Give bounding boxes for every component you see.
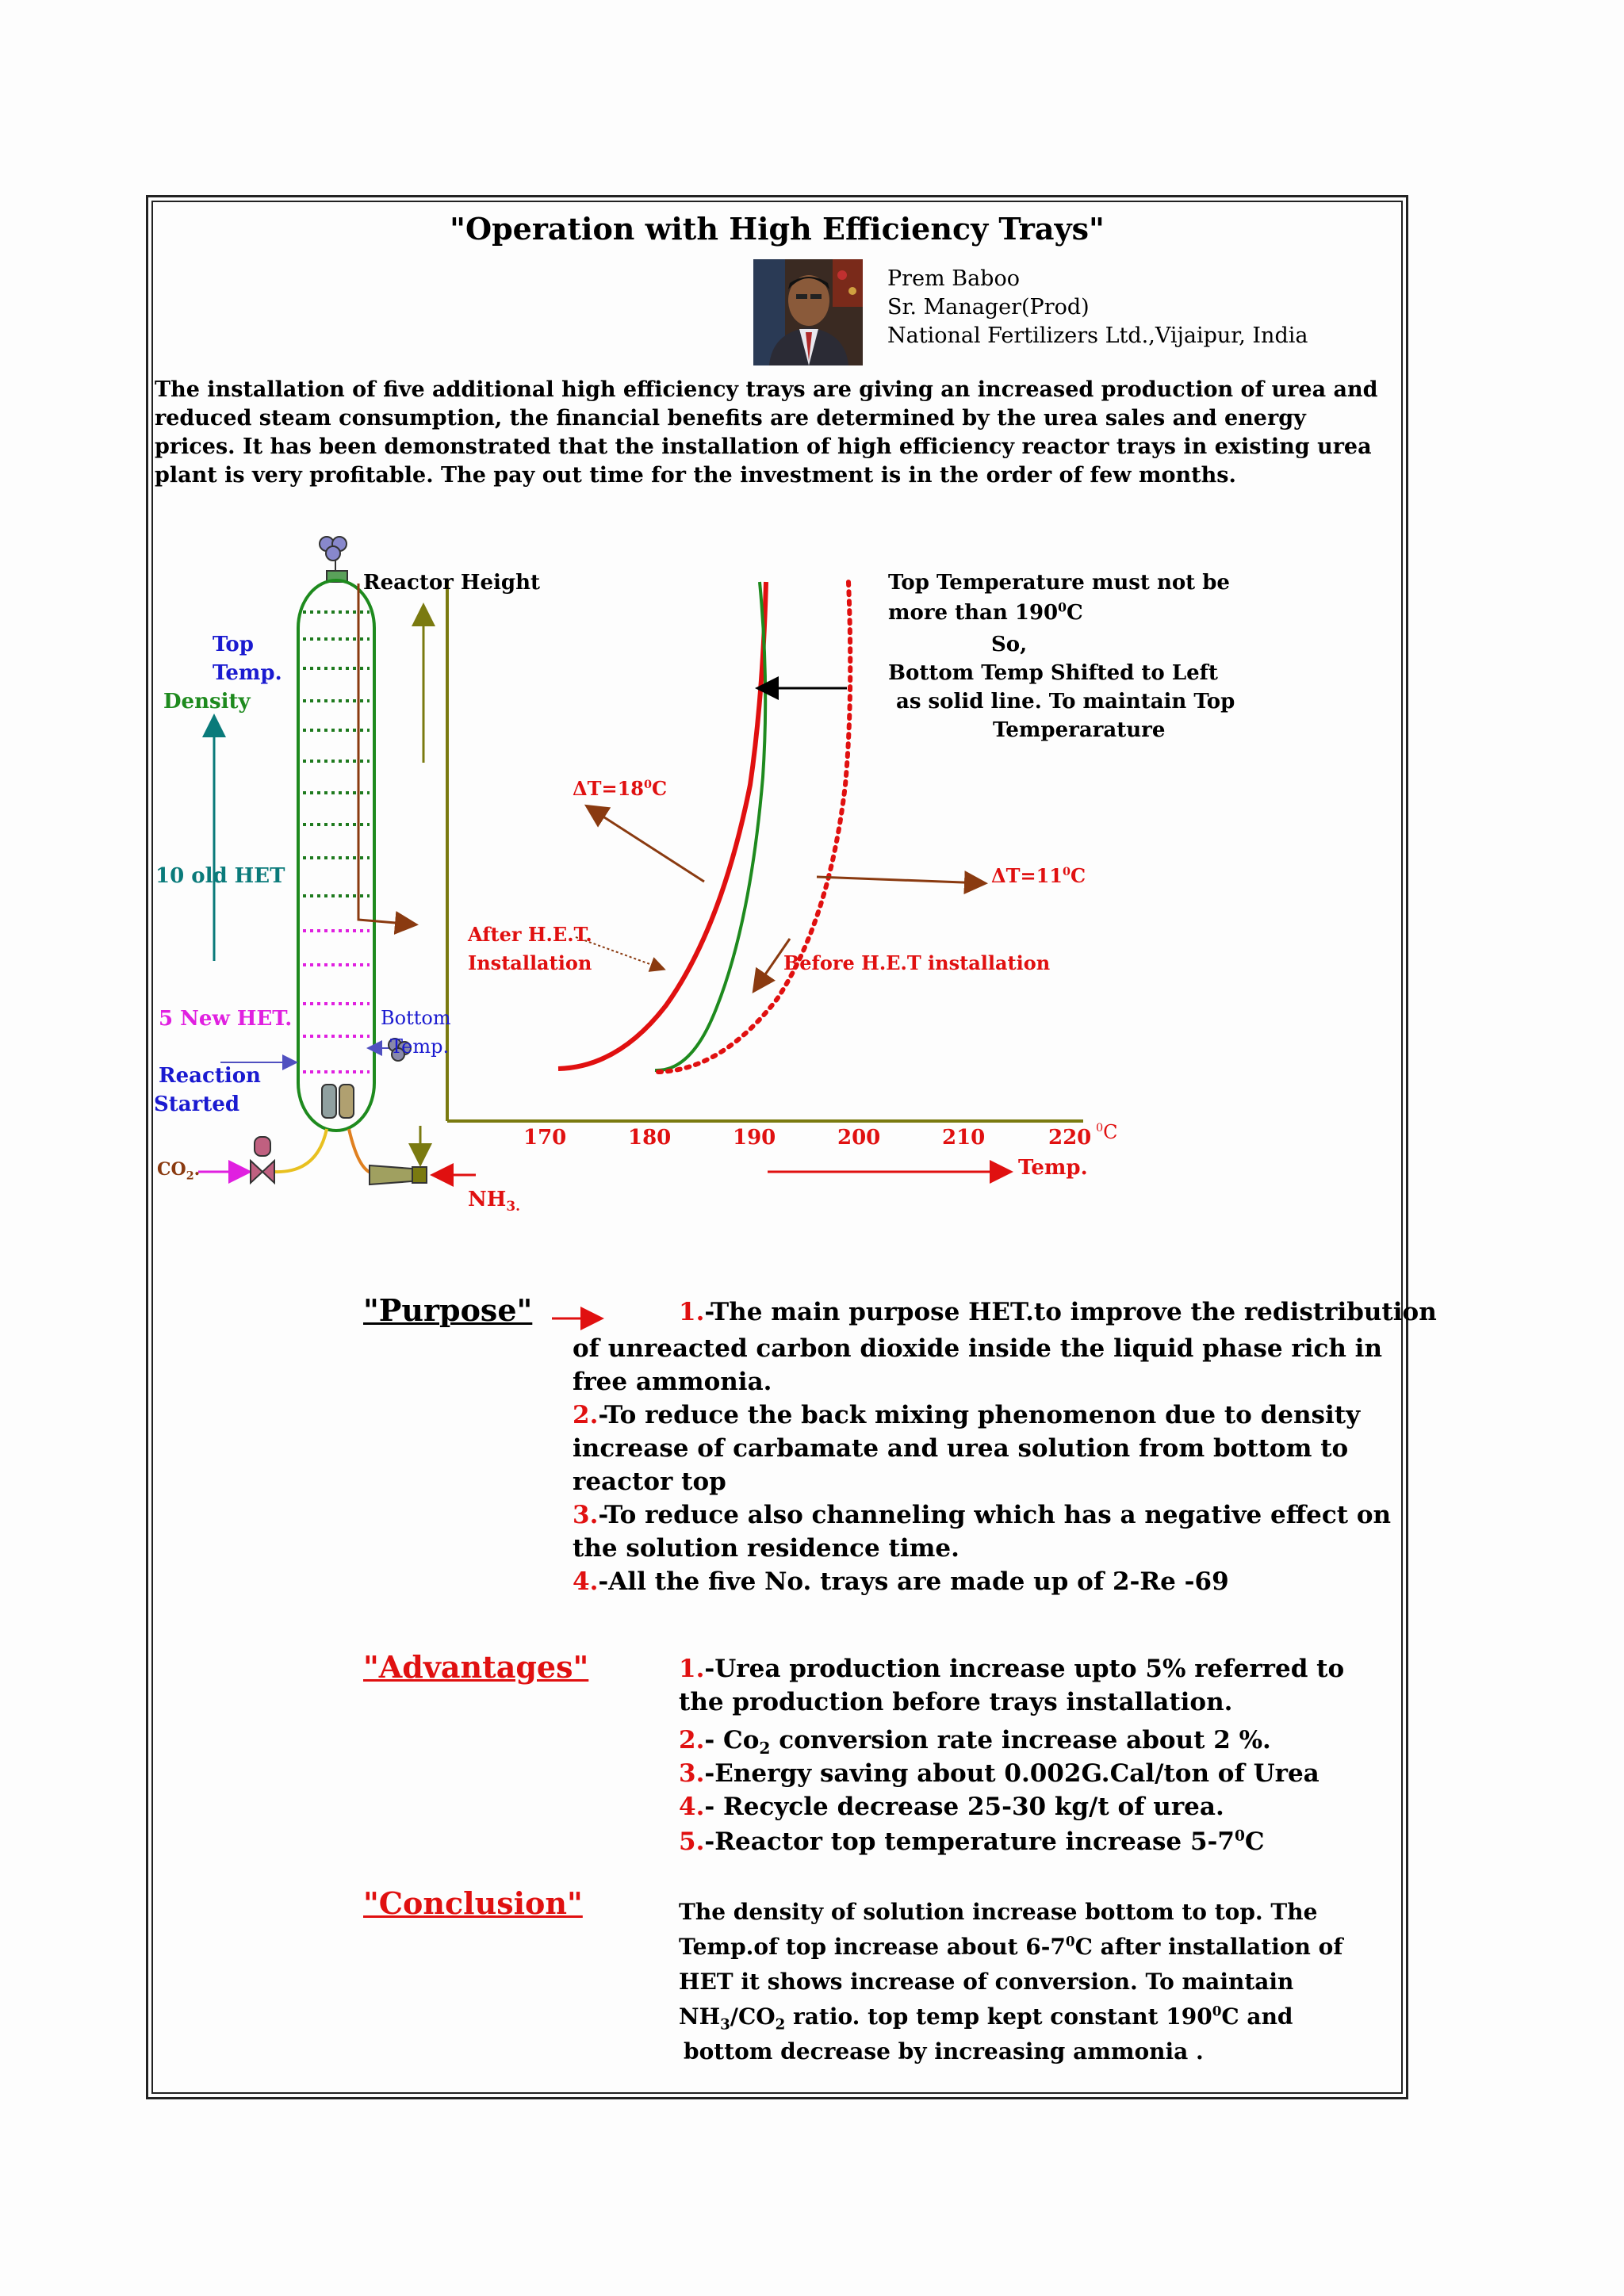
author-position: Sr. Manager(Prod) [887,295,1090,320]
x-tick-220: 220 [1048,1126,1092,1150]
conclusion-line-2: Temp.of top increase about $6-7^0C$ after installation of [679,1933,1343,1960]
temperature-curves [558,582,850,1072]
bottom-temp-label-2: Temp. [390,1035,450,1058]
advantage-item-1: 1.-Urea production increase upto 5% referred to the production before trays installation. [679,1655,1345,1716]
note-line-6: Temperarature [993,718,1166,742]
top-valve-icon [320,537,347,582]
co2-valve-icon [251,1137,274,1183]
x-tick-180: 180 [628,1126,672,1150]
nh3-pump-icon [370,1165,427,1184]
reaction-started-label-2: Started [154,1093,240,1116]
conclusion-line-1: The density of solution increase bottom to top. The [679,1899,1318,1925]
x-unit-label: $^0$C [1096,1121,1118,1143]
before-het-curve [658,582,850,1072]
intro-paragraph: The installation of five additional high efficiency trays are giving an increased production of urea and reduced steam consumption, the financial benefits are determined by the urea sales and energy prices. It has been demonstrated that the installation of high efficiency reactor trays in existing urea plant is very profitable. The pay out time for the investment is in the order of few months. [155,377,1378,488]
purpose-item-4: 4.-All the five No. trays are made up of 2-Re -69 [573,1567,1229,1596]
density-label: Density [163,690,251,714]
x-axis-label: Temp. [1018,1156,1088,1180]
x-tick-210: 210 [942,1126,986,1150]
delta-18-label: $\Delta T=18^0C$ [573,777,668,800]
advantage-item-5: 5.-Reactor top temperature increase $5-7^0C$ [679,1827,1265,1856]
old-het-label: 10 old HET [155,864,285,888]
purpose-item-3: 3.-To reduce also channeling which has a negative effect on the solution residence time. [573,1501,1392,1563]
bottom-nozzle-right [339,1085,354,1118]
purpose-item-1-cont: of unreacted carbon dioxide inside the liquid phase rich in free ammonia. [573,1334,1382,1396]
after-het-label-2: Installation [468,951,592,974]
purpose-heading: "Purpose" [363,1292,533,1328]
top-temp-label-2: Temp. [213,661,282,685]
reactor-vessel [298,580,374,1131]
conclusion-heading: "Conclusion" [363,1885,583,1921]
note-line-1: Top Temperature must not be [888,571,1230,595]
x-tick-190: 190 [733,1126,776,1150]
after-het-label-1: After H.E.T. [468,923,592,946]
delta-11-label: $\Delta T=11^0C$ [991,864,1086,887]
top-temp-label-1: Top [213,633,254,656]
author-name: Prem Baboo [887,266,1020,291]
advantage-item-3: 3.-Energy saving about 0.002G.Cal/ton of Urea [679,1759,1320,1788]
reaction-started-label-1: Reaction [159,1064,261,1088]
new-het-label: 5 New HET. [159,1007,293,1031]
advantages-heading: "Advantages" [363,1649,589,1685]
purpose-item-1: 1.-The main purpose HET.to improve the redistribution [679,1298,1437,1326]
bottom-nozzle-left [322,1085,336,1118]
before-het-label: Before H.E.T installation [783,951,1051,974]
page-title: "Operation with High Efficiency Trays" [450,211,1105,247]
reactor-height-label: Reactor Height [363,571,541,595]
bottom-temp-label-1: Bottom [381,1007,451,1029]
purpose-item-2: 2.-To reduce the back mixing phenomenon due to density increase of carbamate and urea solution from bottom to reactor top [573,1401,1361,1496]
advantage-item-4: 4.- Recycle decrease 25-30 kg/t of urea. [679,1793,1224,1821]
advantage-item-2: 2.- $Co_2$ conversion rate increase about 2 %. [679,1726,1271,1758]
conclusion-text [679,1895,1342,2069]
note-line-3: So, [991,633,1028,656]
x-tick-170: 170 [523,1126,567,1150]
x-tick-200: 200 [837,1126,881,1150]
author-company: National Fertilizers Ltd.,Vijaipur, India [887,323,1308,348]
new-trays [303,931,370,1072]
after-het-curve [558,582,766,1069]
co2-label: $CO_2$. [157,1159,201,1183]
note-line-2: more than $190^0C$ [888,599,1083,625]
nh3-label: $NH_{3.}$ [468,1188,520,1215]
conclusion-line-3: HET it shows increase of conversion. To maintain [679,1969,1294,1995]
note-line-4: Bottom Temp Shifted to Left [888,661,1218,685]
conclusion-line-5: bottom decrease by increasing ammonia . [684,2038,1204,2064]
conclusion-line-4: $NH_3/CO_2$ ratio. top temp kept constant $190^0C$ and [679,2003,1293,2034]
note-line-5: as solid line. To maintain Top [896,690,1235,714]
